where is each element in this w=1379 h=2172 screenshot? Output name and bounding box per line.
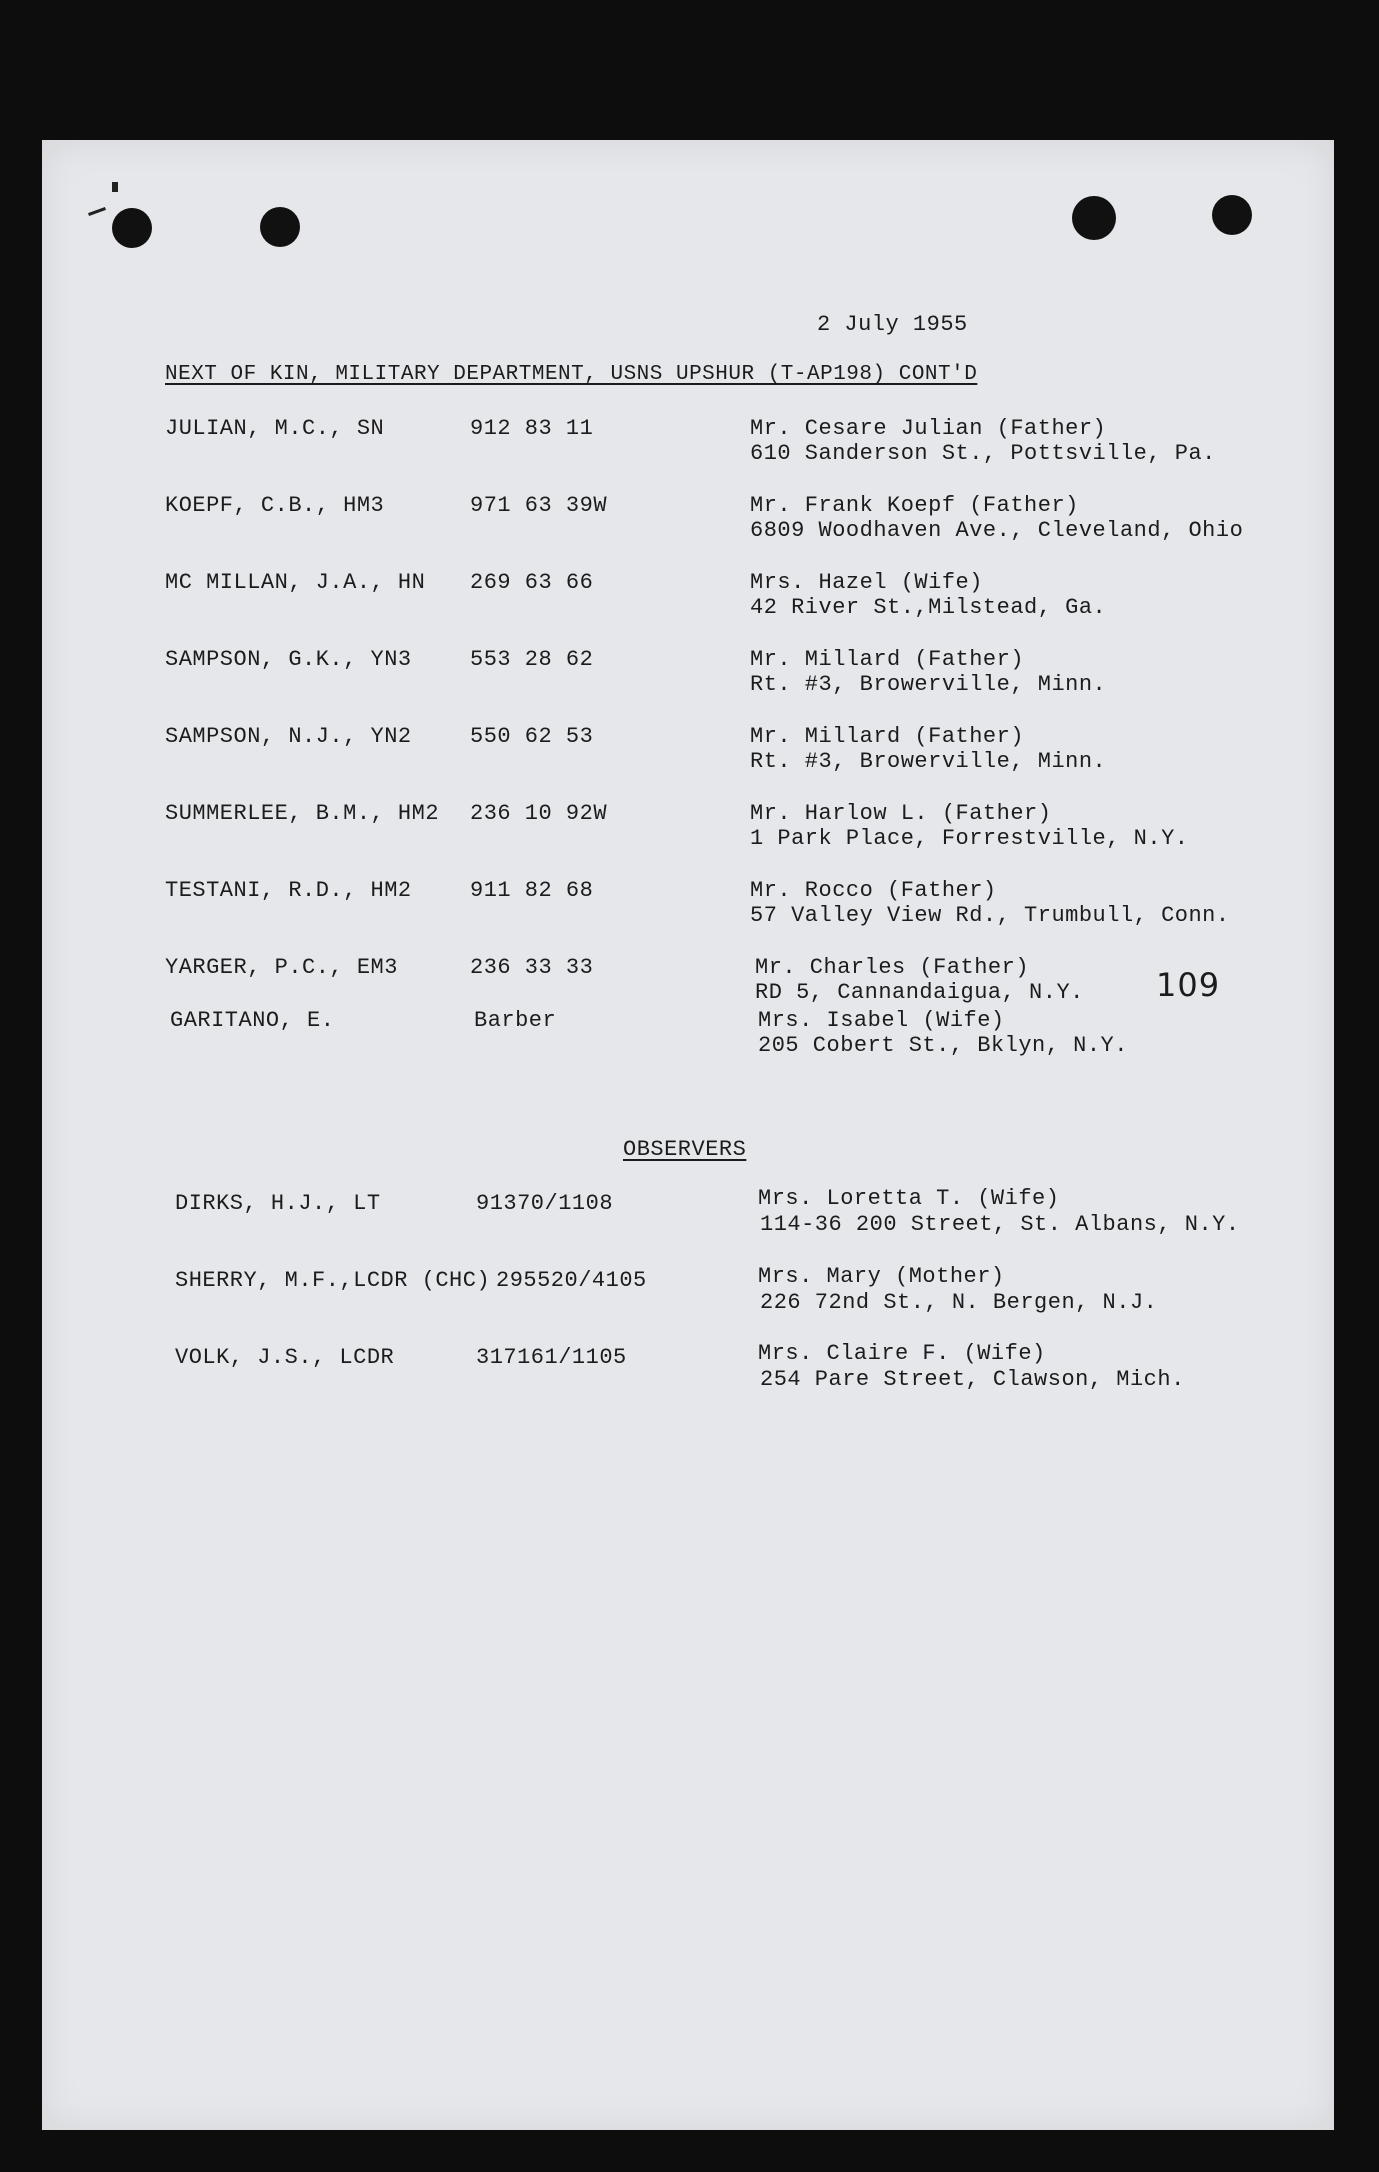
kin-name: MC MILLAN, J.A., HN	[165, 570, 426, 595]
observer-service-number: 317161/1105	[476, 1345, 627, 1370]
observers-heading: OBSERVERS	[623, 1137, 747, 1162]
page-number: 109	[1156, 966, 1221, 1004]
kin-name: SUMMERLEE, B.M., HM2	[165, 801, 440, 826]
observer-contact: Mrs. Claire F. (Wife)	[758, 1341, 1046, 1366]
kin-service-number: 971 63 39W	[470, 493, 608, 518]
observer-address: 114-36 200 Street, St. Albans, N.Y.	[760, 1212, 1240, 1237]
observer-name: SHERRY, M.F.,LCDR (CHC)	[175, 1268, 491, 1293]
kin-address: 610 Sanderson St., Pottsville, Pa.	[750, 441, 1216, 466]
observer-contact: Mrs. Loretta T. (Wife)	[758, 1186, 1060, 1211]
kin-contact: Mr. Rocco (Father)	[750, 878, 997, 903]
observer-name: DIRKS, H.J., LT	[175, 1191, 381, 1216]
kin-service-number: 269 63 66	[470, 570, 594, 595]
kin-service-number: 236 10 92W	[470, 801, 608, 826]
punch-hole	[1212, 195, 1252, 235]
pencil-mark	[112, 182, 118, 192]
kin-address: 6809 Woodhaven Ave., Cleveland, Ohio	[750, 518, 1244, 543]
kin-contact: Mrs. Isabel (Wife)	[758, 1008, 1005, 1033]
kin-address: 1 Park Place, Forrestville, N.Y.	[750, 826, 1189, 851]
kin-address: 42 River St.,Milstead, Ga.	[750, 595, 1107, 620]
observer-service-number: 295520/4105	[496, 1268, 647, 1293]
kin-address: Rt. #3, Browerville, Minn.	[750, 749, 1107, 774]
observer-contact: Mrs. Mary (Mother)	[758, 1264, 1005, 1289]
kin-contact: Mr. Millard (Father)	[750, 724, 1025, 749]
punch-hole	[112, 208, 152, 248]
punch-hole	[1072, 196, 1116, 240]
kin-contact: Mr. Harlow L. (Father)	[750, 801, 1052, 826]
kin-name: KOEPF, C.B., HM3	[165, 493, 385, 518]
punch-hole	[260, 207, 300, 247]
kin-name: GARITANO, E.	[170, 1008, 335, 1033]
kin-service-number: 550 62 53	[470, 724, 594, 749]
observer-name: VOLK, J.S., LCDR	[175, 1345, 395, 1370]
kin-contact: Mr. Charles (Father)	[755, 955, 1030, 980]
kin-name: JULIAN, M.C., SN	[165, 416, 385, 441]
document-date: 2 July 1955	[817, 312, 968, 337]
kin-contact: Mr. Frank Koepf (Father)	[750, 493, 1079, 518]
kin-name: SAMPSON, G.K., YN3	[165, 647, 412, 672]
kin-address: Rt. #3, Browerville, Minn.	[750, 672, 1107, 697]
kin-service-number: 911 82 68	[470, 878, 594, 903]
kin-address: 57 Valley View Rd., Trumbull, Conn.	[750, 903, 1230, 928]
kin-name: YARGER, P.C., EM3	[165, 955, 398, 980]
kin-name: TESTANI, R.D., HM2	[165, 878, 412, 903]
kin-service-number: Barber	[474, 1008, 557, 1033]
kin-contact: Mr. Cesare Julian (Father)	[750, 416, 1107, 441]
kin-address: RD 5, Cannandaigua, N.Y.	[755, 980, 1084, 1005]
kin-service-number: 912 83 11	[470, 416, 594, 441]
page-heading: NEXT OF KIN, MILITARY DEPARTMENT, USNS UPSHUR (T-AP198) CONT'D	[165, 363, 978, 386]
observer-address: 226 72nd St., N. Bergen, N.J.	[760, 1290, 1158, 1315]
kin-address: 205 Cobert St., Bklyn, N.Y.	[758, 1033, 1128, 1058]
kin-service-number: 553 28 62	[470, 647, 594, 672]
kin-contact: Mrs. Hazel (Wife)	[750, 570, 983, 595]
observer-service-number: 91370/1108	[476, 1191, 614, 1216]
observer-address: 254 Pare Street, Clawson, Mich.	[760, 1367, 1185, 1392]
kin-contact: Mr. Millard (Father)	[750, 647, 1025, 672]
kin-service-number: 236 33 33	[470, 955, 594, 980]
kin-name: SAMPSON, N.J., YN2	[165, 724, 412, 749]
